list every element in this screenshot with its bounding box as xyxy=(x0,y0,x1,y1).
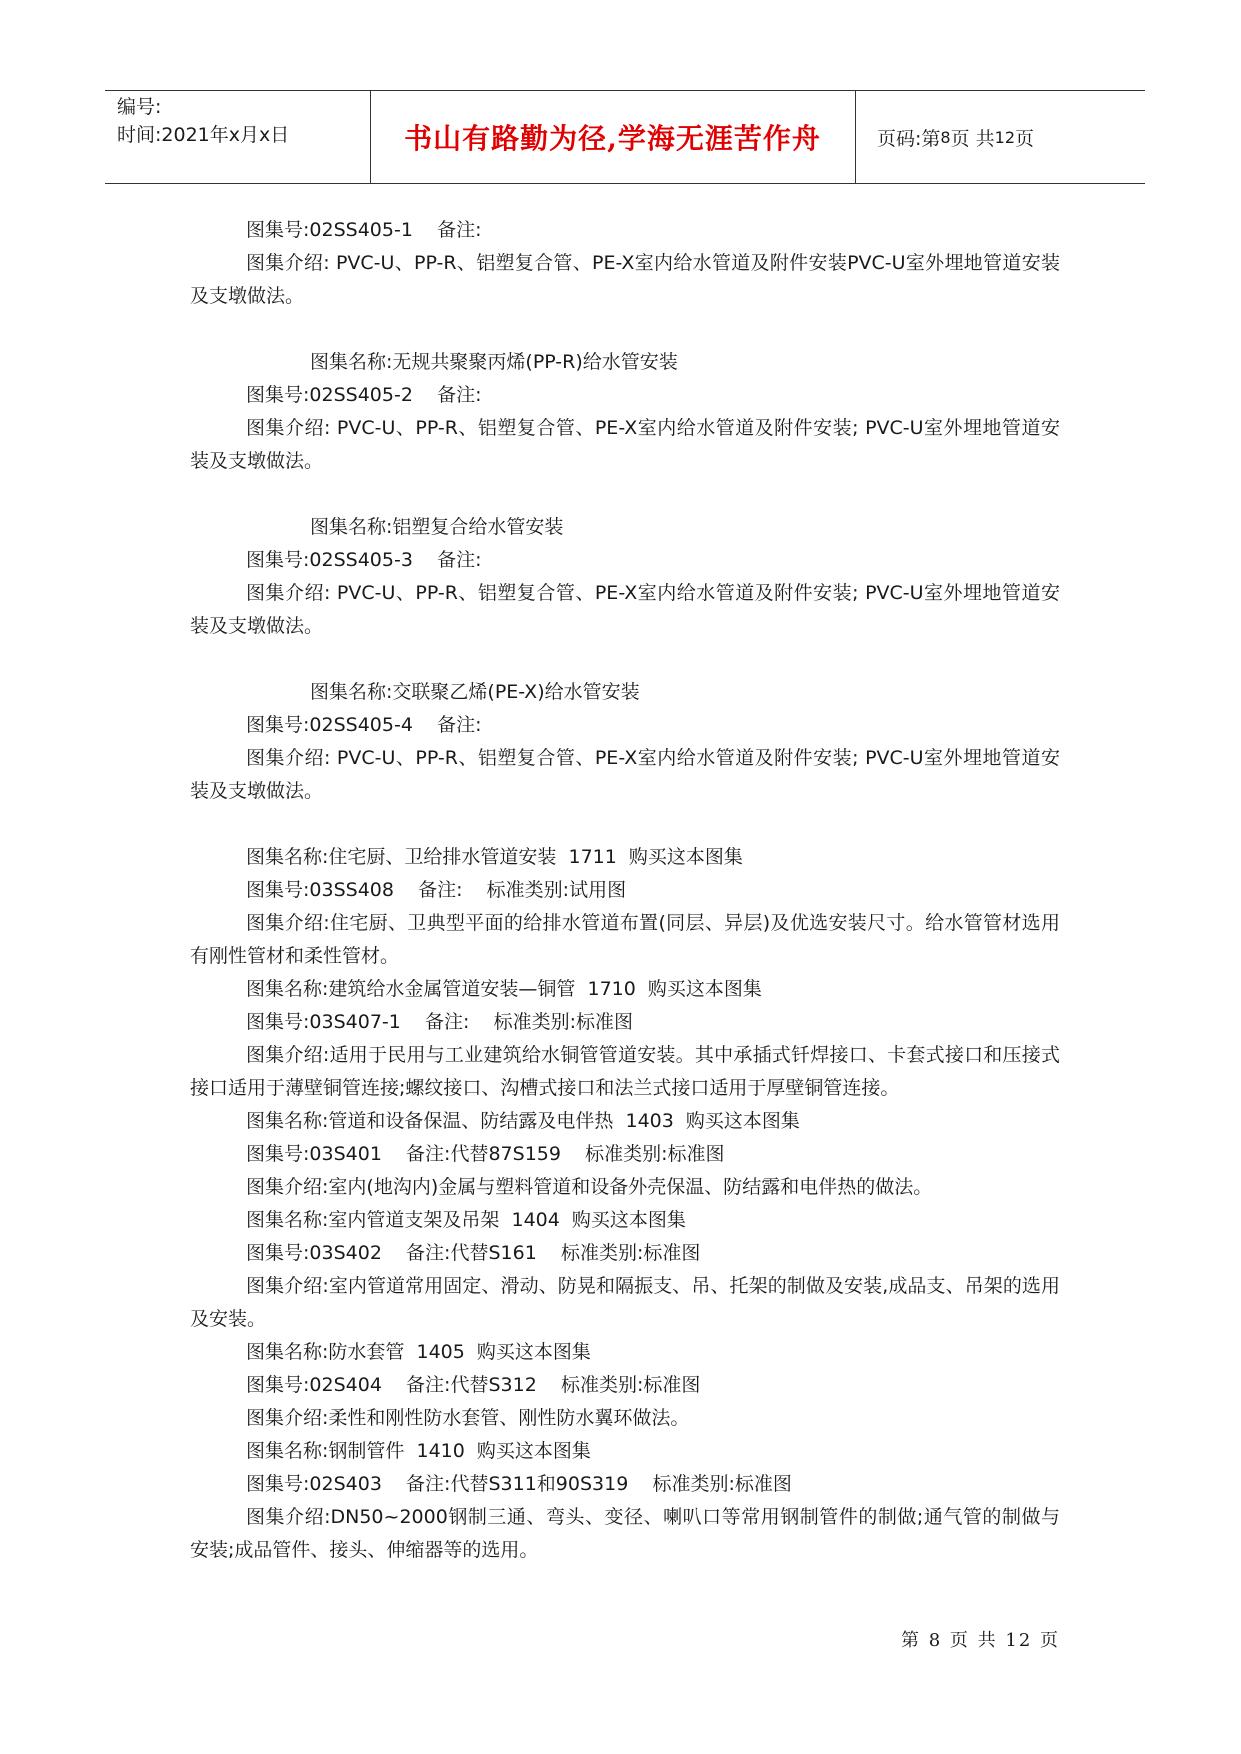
text-line: 图集介绍:适用于民用与工业建筑给水铜管管道安装。其中承插式钎焊接口、卡套式接口和压接式接口适用于薄壁铜管连接;螺纹接口、沟槽式接口和法兰式接口适用于厚壁铜管连接。 xyxy=(190,1044,1060,1099)
text-line: 图集号:03S401 备注:代替87S159 标准类别:标准图 xyxy=(246,1143,725,1165)
text-line: 图集介绍: PVC-U、PP-R、铝塑复合管、PE-X室内给水管道及附件安装PVC-U室外埋地管道安装及支墩做法。 xyxy=(190,252,1060,307)
page-header xyxy=(105,90,1145,184)
text-line: 图集介绍: PVC-U、PP-R、铝塑复合管、PE-X室内给水管道及附件安装; PVC-U室外埋地管道安装及支墩做法。 xyxy=(190,417,1060,472)
serial-label: 编号: xyxy=(117,96,162,118)
paragraph-gap xyxy=(190,478,1060,511)
paragraph-gap xyxy=(190,808,1060,841)
page-footer: 第 8 页 共 12 页 xyxy=(901,1630,1060,1651)
header-page-number xyxy=(867,91,1155,183)
paragraph-gap xyxy=(190,643,1060,676)
text-line: 图集号:02SS405-2 备注: xyxy=(246,384,482,406)
text-line: 图集名称:钢制管件 1410 购买这本图集 xyxy=(246,1440,591,1462)
page-total: 12 xyxy=(994,127,1015,147)
text-line: 图集号:02S403 备注:代替S311和90S319 标准类别:标准图 xyxy=(246,1473,792,1495)
header-motto: 书山有路勤为径,学海无涯苦作舟 xyxy=(370,91,856,183)
page-suffix: 页 xyxy=(1015,127,1035,150)
text-line: 图集号:03SS408 备注: 标准类别:试用图 xyxy=(246,879,627,901)
header-meta xyxy=(105,91,371,183)
text-line: 图集名称:住宅厨、卫给排水管道安装 1711 购买这本图集 xyxy=(246,846,743,868)
atlas-title-line: 图集名称:交联聚乙烯(PE-X)给水管安装 xyxy=(310,681,640,703)
text-line: 图集号:02SS405-4 备注: xyxy=(246,714,482,736)
page-current: 8 xyxy=(940,127,951,147)
atlas-title-line: 图集名称:无规共聚聚丙烯(PP-R)给水管安装 xyxy=(310,351,678,373)
text-line: 图集介绍:柔性和刚性防水套管、刚性防水翼环做法。 xyxy=(246,1407,690,1429)
text-line: 图集介绍:室内管道常用固定、滑动、防晃和隔振支、吊、托架的制做及安装,成品支、吊架的选用及安装。 xyxy=(190,1275,1060,1330)
text-line: 图集号:02SS405-3 备注: xyxy=(246,549,482,571)
atlas-title-line: 图集名称:铝塑复合给水管安装 xyxy=(310,516,564,538)
text-line: 图集名称:防水套管 1405 购买这本图集 xyxy=(246,1341,591,1363)
document-body xyxy=(190,214,1060,1567)
text-line: 图集介绍: PVC-U、PP-R、铝塑复合管、PE-X室内给水管道及附件安装; PVC-U室外埋地管道安装及支墩做法。 xyxy=(190,747,1060,802)
page-mid: 页 共 xyxy=(950,127,995,150)
text-line: 图集号:02SS405-1 备注: xyxy=(246,219,482,241)
text-line: 图集名称:建筑给水金属管道安装—铜管 1710 购买这本图集 xyxy=(246,978,762,1000)
text-line: 图集介绍:住宅厨、卫典型平面的给排水管道布置(同层、异层)及优选安装尺寸。给水管管材选用有刚性管材和柔性管材。 xyxy=(190,912,1060,967)
text-line: 图集介绍: PVC-U、PP-R、铝塑复合管、PE-X室内给水管道及附件安装; PVC-U室外埋地管道安装及支墩做法。 xyxy=(190,582,1060,637)
paragraph-gap xyxy=(190,313,1060,346)
text-line: 图集名称:室内管道支架及吊架 1404 购买这本图集 xyxy=(246,1209,686,1231)
text-line: 图集号:03S407-1 备注: 标准类别:标准图 xyxy=(246,1011,633,1033)
text-line: 图集介绍:室内(地沟内)金属与塑料管道和设备外壳保温、防结露和电伴热的做法。 xyxy=(246,1176,933,1198)
time-label: 时间:2021年x月x日 xyxy=(117,124,290,146)
text-line: 图集名称:管道和设备保温、防结露及电伴热 1403 购买这本图集 xyxy=(246,1110,800,1132)
text-line: 图集介绍:DN50~2000钢制三通、弯头、变径、喇叭口等常用钢制管件的制做;通气管的制做与安装;成品管件、接头、伸缩器等的选用。 xyxy=(190,1506,1060,1561)
page-prefix: 页码:第 xyxy=(877,127,941,150)
text-line: 图集号:03S402 备注:代替S161 标准类别:标准图 xyxy=(246,1242,701,1264)
text-line: 图集号:02S404 备注:代替S312 标准类别:标准图 xyxy=(246,1374,701,1396)
